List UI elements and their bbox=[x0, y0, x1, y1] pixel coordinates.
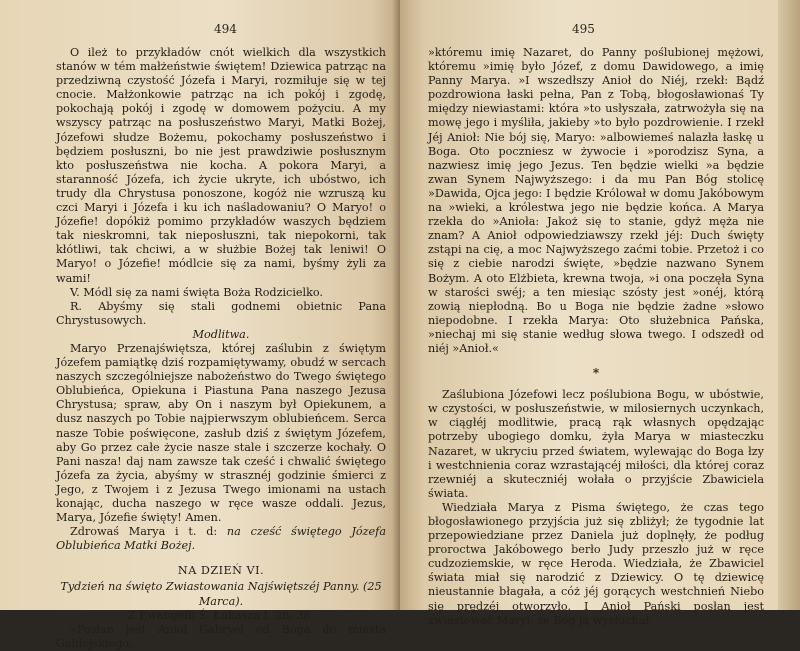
left-text-block bbox=[56, 46, 386, 651]
zdrowas-italic: na cześć świętego Józefa Oblubieńca Matki Bożej. bbox=[56, 525, 386, 553]
day-heading: NA DZIEŃ VI. bbox=[177, 564, 265, 578]
gospel-start: »Posłan jest Anioł Gabryel od Boga do miasta Galilejskiego, bbox=[56, 622, 386, 650]
page-number: 494 bbox=[214, 22, 237, 36]
gospel-continuation: »któremu imię Nazaret, do Panny poślubionej mężowi, któremu »imię było Józef, z domu Dawidowego, a imię Panny Marya. »I wszedłszy Anioł do Niéj, rzekł: Bądź pozdrowiona łaski pełna, Pan z Tobą, błogosławionaś Ty między niewiastami: która »to usłyszała, zatrwożyła się na mowę jego i myśliła, jakieby »to było pozdrowienie. I rzekł Jéj Anioł: Nie bój się, Maryo: »albowiemeś nalazła łaskę u Boga. Oto poczniesz w żywocie i »porodzisz Syna, a nazwiesz imię jego Jezus. Ten będzie wielki »a będzie zwan Synem Najwyższego: i da mu Pan Bóg stolicę »Dawida, Ojca jego: I będzie Królował w domu Jakóbowym na »wieki, a królestwa jego nie będzie końca. A Marya rzekła do »Anioła: Jakoż się to stanie, gdyż męża nie znam? A Anioł odpowiedziawszy rzekł jéj: Duch święty zstąpi na cię, a moc Najwyższego zaćmi tobie. Przetoż i co się z ciebie narodzi święte, »będzie nazwano Synem Bożym. A oto Elżbieta, krewna twoja, »i ona poczęła Syna w starości swéj; a ten miesiąc szósty jest »onéj, którą zowią niepłodną. Bo u Boga nie będzie żadne »słowo niepodobne. I rzekła Marya: Oto służebnica Pańska, »niechaj mi się stanie według słowa twego. I odszedł od niéj »Anioł.« bbox=[428, 46, 764, 355]
section-mark: * bbox=[592, 366, 600, 381]
zdrowas-line bbox=[56, 525, 386, 553]
feast-title: Tydzień na święto Zwiastowania Najświętszéj Panny. bbox=[60, 580, 360, 594]
prayer: Maryo Przenajświętsza, której zaślubin z świętym Józefem pamiątkę dziś rozpamiętywamy, obudź w sercach naszych szczególniejsze nabożeństwo do Twego świętego Oblubieńca, Opiekuna i Piastuna Pana naszego Jezusa Chrystusa; spraw, aby On i naszym był Opiekunem, a dusz naszych po Tobie najpierwszym oblubieńcem. Serca nasze Tobie poświęcone, zasłub dziś z świętym Józefem, aby Go przez całe życie nasze stale i szczerze kochały. O Pani nasza! daj nam zawsze tak cześć i chwalić świętego Józefa za życia, abyśmy w strasznéj godzinie śmierci z Jego, z Twojem i z Jezusa Twego imionami na ustach konając, ducha naszego w ręce wasze oddali. Jezus, Marya, Józefie święty! Amen. bbox=[56, 341, 386, 525]
paragraph: O ileż to przykładów cnót wielkich dla wszystkich stanów w tém małżeństwie świętem! Dziewica patrząc na przedziwną czystość Józefa i Maryi, rozmiłuje się w tej cnocie. Małżonkowie patrząc na ich pokój i zgodę, pokochają pokój i zgodę w domowem pożyciu. A my wszyscy patrząc na posłuszeństwo Maryi, Matki Bożej, Józefowi słudze Bożemu, pokochamy posłuszeństwo i będziem posłuszni, bo nie jest prawdziwie posłusznym kto posłuszeństwa nie kocha. A pokora Maryi, a staranność Józefa, ich życie ukryte, ich ubóstwo, ich trudy dla Chrystusa ponoszone, kogóż nie wzruszą ku czci Maryi i Józefa i ku ich naśladowaniu? O Maryo! o Józefie! dopókiż pomimo przykładów waszych będziem tak nieskromni, tak nieposłuszni, tak niepokorni, tak kłótliwi, tak chciwi, a w służbie Bożej tak leniwi! O Maryo! o Józefie! módlcie się za nami, byśmy żyli za wami! bbox=[56, 46, 386, 285]
feast-line bbox=[56, 580, 386, 608]
feast-date: (25 Marca). bbox=[198, 580, 382, 608]
page-number: 495 bbox=[572, 22, 595, 36]
paragraph: Zaślubiona Józefowi lecz poślubiona Bogu, w ubóstwie, w czystości, w posłuszeństwie, w milosiernych uczynkach, w ciągłéj modlitwie, pracą rąk własnych opędzając potrzeby ubogiego domku, żyła Marya w miasteczku Nazaret, w ukryciu przed światem, wylewając do Boga łzy i westchnienia coraz wzrastającéj miłości, dla której coraz rzewniéj a skuteczniéj wołała o przyjście Zbawiciela świata. bbox=[428, 388, 764, 500]
gospel-reference: Z Ewangelii Ś. Łukasza I, 26, 38. bbox=[127, 608, 315, 622]
paragraph: Wiedziała Marya z Pisma świętego, że czas tego błogosławionego przyjścia już się zbliżył; że tygodnie lat przepowiedziane przez Daniela już doplnęły, że podług proroctwa Jakóbowego berło Judy przeszło już w ręce cudzoziemskie, w ręce Heroda. Wiedziała, że Zbawiciel świata miał się narodzić z Dziewicy. O tę dziewicę nieustannie błagała, a cóż jéj gorących westchnień Niebo się prędzéj otworzyło. I Anioł Pański posłan jest zwiastować Maryi, że Bóg ją wysłuchał. bbox=[428, 500, 764, 627]
right-page bbox=[400, 0, 800, 627]
spacer bbox=[56, 553, 386, 561]
zdrowas-plain: Zdrowaś Marya i t. d: bbox=[70, 525, 218, 539]
page-edge bbox=[778, 0, 800, 610]
versicle: V. Módl się za nami święta Boża Rodzicielko. bbox=[70, 285, 323, 299]
right-text-block bbox=[428, 46, 764, 628]
prayer-heading: Modlitwa. bbox=[192, 327, 250, 341]
response: R. Abyśmy się stali godnemi obietnic Pana Chrystusowych. bbox=[56, 299, 386, 327]
left-page bbox=[0, 0, 400, 650]
